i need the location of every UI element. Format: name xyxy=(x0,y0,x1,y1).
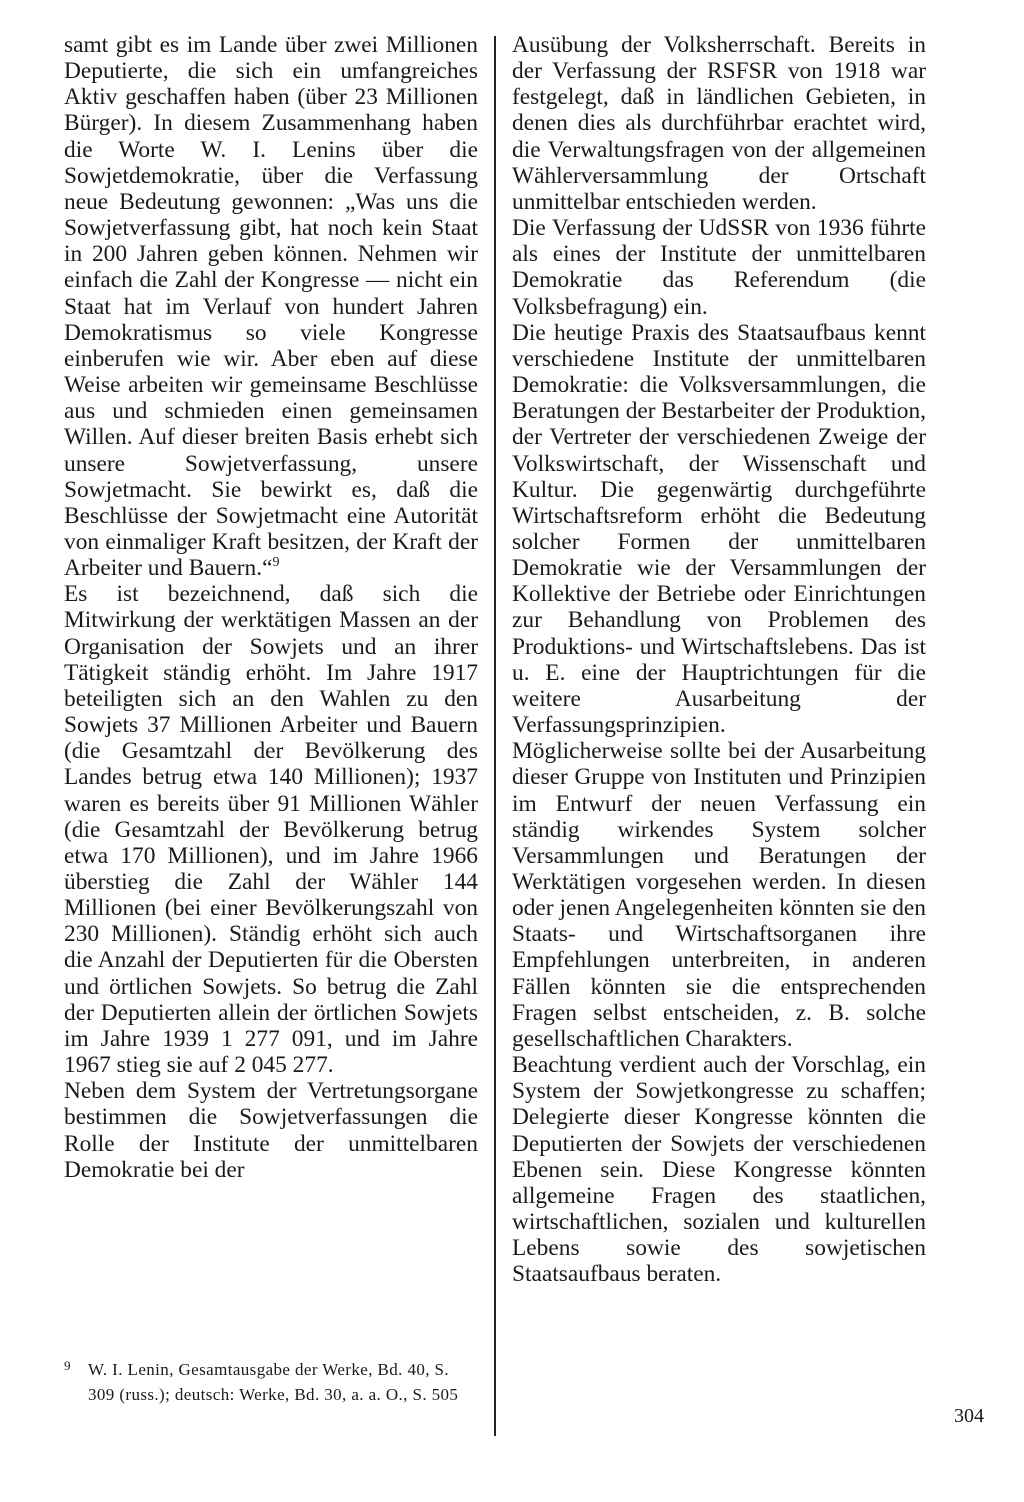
paragraph: Die heutige Praxis des Staatsaufbaus kennt verschiedene Institute der unmittelbaren Demokratie: die Volksversammlungen, die Beratungen der Bestarbeiter der Produktion, der Vertreter der verschiedenen Zweige der Volkswirtschaft, der Wissenschaft und Kultur. Die gegenwärtig durchgeführte Wirtschaftsreform erhöht die Bedeutung solcher Formen der unmittelbaren Demokratie wie der Versammlungen der Kollektive der Betriebe oder Einrichtungen zur Behandlung von Problemen des Produktions- und Wirtschaftslebens. Das ist u. E. eine der Hauptrichtungen für die weitere Ausarbeitung der Verfassungsprinzipien. xyxy=(512,319,926,739)
left-text-column xyxy=(64,32,478,1183)
paragraph: Beachtung verdient auch der Vorschlag, ein System der Sowjetkongresse zu schaffen; Delegierte dieser Kongresse könnten die Deputierten der Sowjets der verschiedenen Ebenen sein. Diese Kongresse könnten allgemeine Fragen des staatlichen, wirtschaftlichen, sozialen und kulturellen Lebens sowie des sowjetischen Staatsaufbaus beraten. xyxy=(512,1052,926,1288)
right-text-column xyxy=(512,32,926,1288)
paragraph: Neben dem System der Vertretungsorgane bestimmen die Sowjetverfassungen die Rolle der Institute der unmittelbaren Demokratie bei der xyxy=(64,1078,478,1183)
column-divider xyxy=(494,36,496,1436)
paragraph: Ausübung der Volksherrschaft. Bereits in der Verfassung der RSFSR von 1918 war festgelegt, daß in ländlichen Gebieten, in denen dies als durchführbar erachtet wird, die Verwaltungsfragen von der allgemeinen Wählerversammlung der Ortschaft unmittelbar entschieden werden. xyxy=(512,32,926,215)
footnote-reference[interactable]: 9 xyxy=(272,555,280,571)
paragraph: Möglicherweise sollte bei der Ausarbeitung dieser Gruppe von Instituten und Prinzipien im Entwurf der neuen Verfassung ein ständig wirkendes System solcher Versammlungen und Beratungen der Werktätigen vorgesehen werden. In diesen oder jenen Angelegenheiten könnten sie den Staats- und Wirtschaftsorganen ihre Empfehlungen unterbreiten, in anderen Fällen könnten sie die entsprechenden Fragen selbst entscheiden, z. B. solche gesellschaftlichen Charakters. xyxy=(512,738,926,1052)
paragraph-text: samt gibt es im Lande über zwei Millionen Deputierte, die sich ein umfangreiches Aktiv geschaffen haben (über 23 Millionen Bürger). In diesem Zusammenhang haben die Worte W. I. Lenins über die Sowjetdemokratie, über die Verfassung neue Bedeutung gewonnen: „Was uns die Sowjetverfassung gibt, hat noch kein Staat in 200 Jahren geben können. Nehmen wir einfach die Zahl der Kongresse — nicht ein Staat hat im Verlauf von hundert Jahren Demokratismus so viele Kongresse einberufen wie wir. Aber eben auf diese Weise arbeiten wir gemeinsame Beschlüsse aus und schmieden einen gemeinsamen Willen. Auf dieser breiten Basis erhebt sich unsere Sowjetverfassung, unsere Sowjetmacht. Sie bewirkt es, daß die Beschlüsse der Sowjetmacht eine Autorität von einmaliger Kraft besitzen, der Kraft der Arbeiter und Bauern.“ xyxy=(64,32,478,582)
footnote xyxy=(64,1358,478,1407)
paragraph: Die Verfassung der UdSSR von 1936 führte als eines der Institute der unmittelbaren Demokratie das Referendum (die Volksbefragung) ein. xyxy=(512,215,926,320)
footnote-mark: 9 xyxy=(64,1358,71,1373)
page-number: 304 xyxy=(954,1405,984,1427)
footnote-text: W. I. Lenin, Gesamtausgabe der Werke, Bd. 40, S. 309 (russ.); deutsch: Werke, Bd. 30, a. a. O., S. 505 xyxy=(88,1360,459,1404)
paragraph: Es ist bezeichnend, daß sich die Mitwirkung der werktätigen Massen an der Organisation der Sowjets und an ihrer Tätigkeit ständig erhöht. Im Jahre 1917 beteiligten sich an den Wahlen zu den Sowjets 37 Millionen Arbeiter und Bauern (die Gesamtzahl der Bevölkerung des Landes betrug etwa 140 Millionen); 1937 waren es bereits über 91 Millionen Wähler (die Gesamtzahl der Bevölkerung betrug etwa 170 Millionen), und im Jahre 1966 überstieg die Zahl der Wähler 144 Millionen (bei einer Bevölkerungszahl von 230 Millionen). Ständig erhöht sich auch die Anzahl der Deputierten für die Obersten und örtlichen Sowjets. So betrug die Zahl der Deputierten allein der örtlichen Sowjets im Jahre 1939 1 277 091, und im Jahre 1967 stieg sie auf 2 045 277. xyxy=(64,581,478,1079)
paragraph xyxy=(64,32,478,581)
